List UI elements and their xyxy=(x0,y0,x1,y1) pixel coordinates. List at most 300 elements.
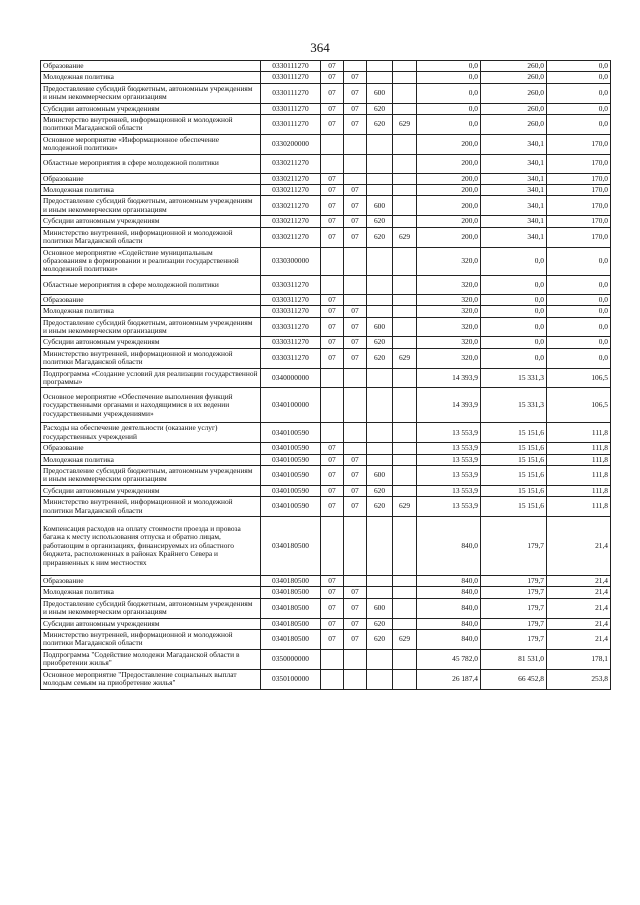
row-value-2: 260,0 xyxy=(481,72,547,83)
row-value-1: 200,0 xyxy=(417,227,481,247)
row-value-1: 840,0 xyxy=(417,576,481,587)
row-name: Областные мероприятия в сфере молодежной политики xyxy=(41,154,261,173)
row-value-1: 200,0 xyxy=(417,216,481,227)
row-code: 0340180500 xyxy=(261,576,321,587)
table-row xyxy=(41,247,611,275)
row-name: Образование xyxy=(41,294,261,305)
row-name: Субсидии автономным учреждениям xyxy=(41,103,261,114)
row-name: Основное мероприятие «Информационное обеспечение молодежной политики» xyxy=(41,134,261,154)
row-name: Компенсация расходов на оплату стоимости проезда и провоза багажа к месту использования отпуска и обратно лицам, работающим в организациях, финансируемых из областного бюджета, расположенных в районах Крайнего Севера и приравненных к ним местностях xyxy=(41,517,261,576)
row-value-1: 320,0 xyxy=(417,337,481,348)
row-grbs xyxy=(393,598,417,618)
row-value-2: 260,0 xyxy=(481,83,547,103)
table-row xyxy=(41,388,611,423)
row-value-3: 170,0 xyxy=(547,227,611,247)
row-code: 0350100000 xyxy=(261,669,321,689)
row-name: Министерство внутренней, информационной и молодежной политики Магаданской области xyxy=(41,497,261,517)
row-value-1: 13 553,9 xyxy=(417,497,481,517)
table-row xyxy=(41,61,611,72)
row-section: 07 xyxy=(321,598,344,618)
table-row xyxy=(41,216,611,227)
row-code: 0340180500 xyxy=(261,587,321,598)
row-grbs xyxy=(393,275,417,294)
row-subsection xyxy=(344,247,367,275)
table-row xyxy=(41,454,611,465)
row-value-2: 0,0 xyxy=(481,306,547,317)
row-subsection xyxy=(344,517,367,576)
row-expense-type: 620 xyxy=(367,348,393,368)
row-grbs xyxy=(393,466,417,486)
row-code: 0330111270 xyxy=(261,103,321,114)
row-name: Образование xyxy=(41,173,261,184)
table-row xyxy=(41,598,611,618)
row-section xyxy=(321,517,344,576)
row-value-1: 200,0 xyxy=(417,134,481,154)
row-value-2: 179,7 xyxy=(481,598,547,618)
table-row xyxy=(41,485,611,496)
row-code: 0330211270 xyxy=(261,173,321,184)
row-subsection: 07 xyxy=(344,185,367,196)
row-code: 0340180500 xyxy=(261,618,321,629)
row-code: 0350000000 xyxy=(261,649,321,669)
row-section: 07 xyxy=(321,294,344,305)
row-section: 07 xyxy=(321,454,344,465)
row-name: Предоставление субсидий бюджетным, автономным учреждениям и иным некоммерческим организациям xyxy=(41,196,261,216)
row-expense-type xyxy=(367,649,393,669)
row-value-1: 200,0 xyxy=(417,196,481,216)
row-value-2: 15 151,6 xyxy=(481,466,547,486)
row-value-2: 15 151,6 xyxy=(481,423,547,443)
table-row xyxy=(41,423,611,443)
row-code: 0330311270 xyxy=(261,306,321,317)
row-subsection: 07 xyxy=(344,348,367,368)
row-value-1: 13 553,9 xyxy=(417,423,481,443)
row-grbs xyxy=(393,61,417,72)
row-code: 0330311270 xyxy=(261,348,321,368)
row-code: 0340180500 xyxy=(261,630,321,650)
row-grbs xyxy=(393,485,417,496)
row-subsection xyxy=(344,368,367,388)
row-grbs xyxy=(393,649,417,669)
row-expense-type xyxy=(367,247,393,275)
row-value-2: 66 452,8 xyxy=(481,669,547,689)
row-section: 07 xyxy=(321,497,344,517)
table-row xyxy=(41,185,611,196)
row-name: Молодежная политика xyxy=(41,185,261,196)
row-value-1: 200,0 xyxy=(417,185,481,196)
row-subsection: 07 xyxy=(344,115,367,135)
row-value-2: 179,7 xyxy=(481,587,547,598)
row-code: 0330111270 xyxy=(261,83,321,103)
row-name: Образование xyxy=(41,443,261,454)
row-expense-type xyxy=(367,388,393,423)
row-subsection: 07 xyxy=(344,306,367,317)
table-row xyxy=(41,275,611,294)
table-row xyxy=(41,618,611,629)
row-grbs xyxy=(393,388,417,423)
row-value-1: 840,0 xyxy=(417,587,481,598)
row-code: 0330311270 xyxy=(261,337,321,348)
row-code: 0330211270 xyxy=(261,216,321,227)
row-grbs xyxy=(393,454,417,465)
row-code: 0340100590 xyxy=(261,485,321,496)
row-value-3: 170,0 xyxy=(547,216,611,227)
row-subsection xyxy=(344,443,367,454)
row-value-3: 111,8 xyxy=(547,454,611,465)
row-subsection xyxy=(344,173,367,184)
row-value-3: 0,0 xyxy=(547,275,611,294)
row-code: 0340180500 xyxy=(261,598,321,618)
row-value-2: 179,7 xyxy=(481,517,547,576)
row-grbs xyxy=(393,317,417,337)
row-value-3: 111,8 xyxy=(547,443,611,454)
row-value-1: 200,0 xyxy=(417,154,481,173)
row-expense-type: 620 xyxy=(367,630,393,650)
row-expense-type: 620 xyxy=(367,618,393,629)
row-grbs xyxy=(393,72,417,83)
row-section: 07 xyxy=(321,306,344,317)
row-name: Подпрограмма "Содействие молодежи Магаданской области в приобретении жилья" xyxy=(41,649,261,669)
row-value-3: 0,0 xyxy=(547,83,611,103)
row-grbs: 629 xyxy=(393,115,417,135)
row-code: 0340100590 xyxy=(261,423,321,443)
row-value-2: 0,0 xyxy=(481,317,547,337)
row-value-1: 13 553,9 xyxy=(417,466,481,486)
row-name: Предоставление субсидий бюджетным, автономным учреждениям и иным некоммерческим организациям xyxy=(41,83,261,103)
row-code: 0340100590 xyxy=(261,454,321,465)
table-row xyxy=(41,134,611,154)
table-row xyxy=(41,669,611,689)
table-row xyxy=(41,630,611,650)
row-expense-type xyxy=(367,669,393,689)
row-section: 07 xyxy=(321,337,344,348)
row-value-2: 179,7 xyxy=(481,576,547,587)
row-expense-type: 600 xyxy=(367,83,393,103)
row-grbs xyxy=(393,517,417,576)
table-row xyxy=(41,196,611,216)
row-code: 0330300000 xyxy=(261,247,321,275)
table-row xyxy=(41,348,611,368)
row-value-1: 14 393,9 xyxy=(417,388,481,423)
row-section xyxy=(321,134,344,154)
row-expense-type: 600 xyxy=(367,466,393,486)
row-grbs xyxy=(393,587,417,598)
row-section xyxy=(321,154,344,173)
row-section: 07 xyxy=(321,185,344,196)
row-value-3: 0,0 xyxy=(547,337,611,348)
row-grbs xyxy=(393,423,417,443)
row-section xyxy=(321,669,344,689)
table-row xyxy=(41,466,611,486)
row-code: 0330211270 xyxy=(261,185,321,196)
row-grbs xyxy=(393,154,417,173)
row-value-1: 13 553,9 xyxy=(417,454,481,465)
row-subsection: 07 xyxy=(344,466,367,486)
row-value-3: 0,0 xyxy=(547,103,611,114)
row-grbs xyxy=(393,618,417,629)
row-code: 0330211270 xyxy=(261,227,321,247)
row-value-1: 200,0 xyxy=(417,173,481,184)
row-name: Министерство внутренней, информационной и молодежной политики Магаданской области xyxy=(41,115,261,135)
row-value-1: 13 553,9 xyxy=(417,443,481,454)
row-name: Субсидии автономным учреждениям xyxy=(41,216,261,227)
row-value-1: 840,0 xyxy=(417,517,481,576)
row-expense-type xyxy=(367,576,393,587)
row-value-3: 253,8 xyxy=(547,669,611,689)
row-value-3: 0,0 xyxy=(547,247,611,275)
row-value-1: 0,0 xyxy=(417,103,481,114)
row-section: 07 xyxy=(321,618,344,629)
row-value-3: 106,5 xyxy=(547,368,611,388)
table-row xyxy=(41,103,611,114)
row-expense-type: 620 xyxy=(367,227,393,247)
row-section: 07 xyxy=(321,630,344,650)
row-grbs xyxy=(393,196,417,216)
row-section: 07 xyxy=(321,348,344,368)
row-grbs xyxy=(393,443,417,454)
row-subsection xyxy=(344,61,367,72)
row-subsection: 07 xyxy=(344,103,367,114)
row-expense-type: 600 xyxy=(367,598,393,618)
row-code: 0340100000 xyxy=(261,388,321,423)
row-name: Образование xyxy=(41,576,261,587)
row-value-3: 0,0 xyxy=(547,72,611,83)
row-expense-type xyxy=(367,368,393,388)
row-value-3: 111,8 xyxy=(547,423,611,443)
row-subsection xyxy=(344,154,367,173)
page-number: 364 xyxy=(310,40,330,55)
row-expense-type xyxy=(367,517,393,576)
row-section: 07 xyxy=(321,83,344,103)
row-value-2: 81 531,0 xyxy=(481,649,547,669)
row-code: 0330311270 xyxy=(261,294,321,305)
row-value-2: 340,1 xyxy=(481,134,547,154)
row-expense-type xyxy=(367,306,393,317)
row-value-1: 320,0 xyxy=(417,306,481,317)
row-subsection: 07 xyxy=(344,337,367,348)
table-row xyxy=(41,294,611,305)
table-row xyxy=(41,317,611,337)
row-subsection: 07 xyxy=(344,196,367,216)
row-section: 07 xyxy=(321,61,344,72)
row-subsection xyxy=(344,275,367,294)
table-row xyxy=(41,587,611,598)
row-section: 07 xyxy=(321,576,344,587)
row-expense-type xyxy=(367,154,393,173)
row-subsection xyxy=(344,388,367,423)
row-grbs xyxy=(393,247,417,275)
row-value-1: 0,0 xyxy=(417,115,481,135)
row-value-2: 0,0 xyxy=(481,247,547,275)
row-section: 07 xyxy=(321,115,344,135)
table-row xyxy=(41,368,611,388)
row-code: 0330211270 xyxy=(261,154,321,173)
row-name: Министерство внутренней, информационной и молодежной политики Магаданской области xyxy=(41,348,261,368)
row-value-2: 260,0 xyxy=(481,61,547,72)
row-subsection: 07 xyxy=(344,587,367,598)
row-code: 0340180500 xyxy=(261,517,321,576)
row-section: 07 xyxy=(321,587,344,598)
row-code: 0330111270 xyxy=(261,61,321,72)
row-expense-type: 600 xyxy=(367,317,393,337)
row-value-3: 106,5 xyxy=(547,388,611,423)
row-value-3: 0,0 xyxy=(547,61,611,72)
row-name: Молодежная политика xyxy=(41,306,261,317)
row-value-1: 0,0 xyxy=(417,83,481,103)
row-name: Субсидии автономным учреждениям xyxy=(41,337,261,348)
row-value-3: 21,4 xyxy=(547,587,611,598)
row-code: 0330200000 xyxy=(261,134,321,154)
row-section xyxy=(321,368,344,388)
row-value-3: 170,0 xyxy=(547,196,611,216)
row-subsection: 07 xyxy=(344,454,367,465)
row-value-2: 260,0 xyxy=(481,115,547,135)
row-expense-type xyxy=(367,61,393,72)
row-subsection: 07 xyxy=(344,216,367,227)
row-grbs xyxy=(393,306,417,317)
row-subsection: 07 xyxy=(344,72,367,83)
row-value-3: 170,0 xyxy=(547,185,611,196)
row-value-3: 111,8 xyxy=(547,466,611,486)
row-code: 0340100590 xyxy=(261,466,321,486)
row-code: 0340000000 xyxy=(261,368,321,388)
row-subsection xyxy=(344,294,367,305)
row-name: Субсидии автономным учреждениям xyxy=(41,485,261,496)
table-row xyxy=(41,227,611,247)
row-section xyxy=(321,247,344,275)
row-name: Молодежная политика xyxy=(41,72,261,83)
row-subsection: 07 xyxy=(344,83,367,103)
budget-table xyxy=(40,60,611,690)
row-expense-type: 600 xyxy=(367,196,393,216)
row-name: Министерство внутренней, информационной и молодежной политики Магаданской области xyxy=(41,630,261,650)
row-expense-type: 620 xyxy=(367,497,393,517)
row-value-2: 15 151,6 xyxy=(481,454,547,465)
row-value-1: 0,0 xyxy=(417,72,481,83)
row-subsection: 07 xyxy=(344,497,367,517)
row-grbs xyxy=(393,337,417,348)
row-value-3: 0,0 xyxy=(547,348,611,368)
row-code: 0330311270 xyxy=(261,317,321,337)
row-value-3: 0,0 xyxy=(547,115,611,135)
row-code: 0340100590 xyxy=(261,497,321,517)
row-value-2: 179,7 xyxy=(481,618,547,629)
table-row xyxy=(41,649,611,669)
row-section: 07 xyxy=(321,173,344,184)
row-name: Субсидии автономным учреждениям xyxy=(41,618,261,629)
row-value-1: 320,0 xyxy=(417,294,481,305)
row-value-3: 21,4 xyxy=(547,630,611,650)
row-value-2: 0,0 xyxy=(481,275,547,294)
row-name: Подпрограмма «Создание условий для реализации государственной программы» xyxy=(41,368,261,388)
row-section: 07 xyxy=(321,485,344,496)
row-name: Образование xyxy=(41,61,261,72)
row-value-1: 840,0 xyxy=(417,618,481,629)
row-section: 07 xyxy=(321,443,344,454)
row-value-1: 26 187,4 xyxy=(417,669,481,689)
row-value-2: 340,1 xyxy=(481,154,547,173)
row-value-3: 21,4 xyxy=(547,517,611,576)
row-value-1: 320,0 xyxy=(417,348,481,368)
row-value-1: 320,0 xyxy=(417,275,481,294)
row-value-1: 840,0 xyxy=(417,630,481,650)
table-row xyxy=(41,154,611,173)
row-value-2: 340,1 xyxy=(481,216,547,227)
row-value-3: 0,0 xyxy=(547,317,611,337)
row-expense-type: 620 xyxy=(367,115,393,135)
row-section: 07 xyxy=(321,216,344,227)
row-value-2: 260,0 xyxy=(481,103,547,114)
row-grbs xyxy=(393,103,417,114)
row-value-1: 320,0 xyxy=(417,247,481,275)
row-subsection xyxy=(344,423,367,443)
table-row xyxy=(41,83,611,103)
row-value-3: 170,0 xyxy=(547,134,611,154)
row-grbs: 629 xyxy=(393,227,417,247)
row-value-3: 0,0 xyxy=(547,306,611,317)
row-value-2: 179,7 xyxy=(481,630,547,650)
row-name: Предоставление субсидий бюджетным, автономным учреждениям и иным некоммерческим организациям xyxy=(41,466,261,486)
row-subsection: 07 xyxy=(344,598,367,618)
row-value-3: 21,4 xyxy=(547,576,611,587)
row-value-3: 170,0 xyxy=(547,173,611,184)
row-expense-type xyxy=(367,587,393,598)
row-section: 07 xyxy=(321,196,344,216)
row-name: Основное мероприятие «Содействие муниципальным образованиям в формировании и реализации государственной молодежной политики» xyxy=(41,247,261,275)
row-grbs xyxy=(393,173,417,184)
row-grbs xyxy=(393,294,417,305)
row-expense-type xyxy=(367,423,393,443)
row-section xyxy=(321,649,344,669)
row-grbs xyxy=(393,576,417,587)
row-expense-type xyxy=(367,72,393,83)
row-section: 07 xyxy=(321,466,344,486)
row-grbs xyxy=(393,83,417,103)
table-row xyxy=(41,497,611,517)
row-subsection: 07 xyxy=(344,317,367,337)
row-value-1: 13 553,9 xyxy=(417,485,481,496)
row-name: Областные мероприятия в сфере молодежной политики xyxy=(41,275,261,294)
row-value-3: 170,0 xyxy=(547,154,611,173)
row-value-3: 21,4 xyxy=(547,598,611,618)
row-name: Молодежная политика xyxy=(41,587,261,598)
row-section: 07 xyxy=(321,227,344,247)
row-value-3: 111,8 xyxy=(547,485,611,496)
row-section: 07 xyxy=(321,103,344,114)
row-code: 0330111270 xyxy=(261,72,321,83)
row-expense-type xyxy=(367,134,393,154)
row-value-2: 15 151,6 xyxy=(481,497,547,517)
row-value-2: 0,0 xyxy=(481,294,547,305)
row-subsection: 07 xyxy=(344,618,367,629)
row-value-3: 21,4 xyxy=(547,618,611,629)
row-value-3: 0,0 xyxy=(547,294,611,305)
row-subsection: 07 xyxy=(344,630,367,650)
row-expense-type: 620 xyxy=(367,337,393,348)
row-value-1: 14 393,9 xyxy=(417,368,481,388)
row-subsection xyxy=(344,669,367,689)
row-code: 0330111270 xyxy=(261,115,321,135)
table-row xyxy=(41,115,611,135)
row-code: 0330311270 xyxy=(261,275,321,294)
table-row xyxy=(41,306,611,317)
row-code: 0330211270 xyxy=(261,196,321,216)
row-grbs xyxy=(393,185,417,196)
row-value-2: 15 331,3 xyxy=(481,368,547,388)
row-name: Основное мероприятие "Предоставление социальных выплат молодым семьям на приобретение жилья" xyxy=(41,669,261,689)
row-expense-type xyxy=(367,294,393,305)
row-value-2: 340,1 xyxy=(481,196,547,216)
